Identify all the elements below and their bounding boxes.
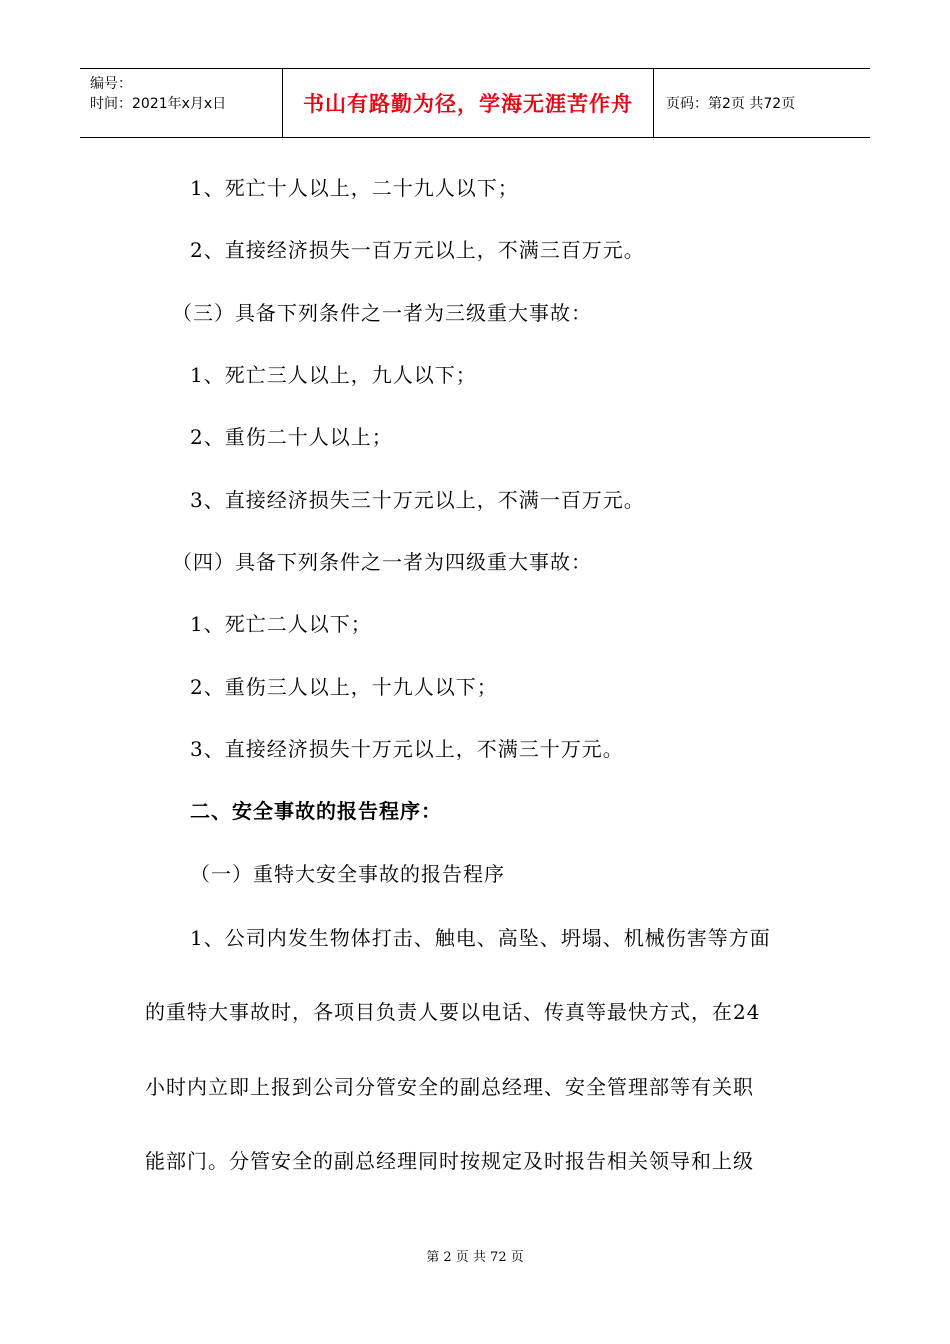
page-footer: 第 2 页 共 72 页	[426, 1250, 524, 1265]
paragraph-line: 1、公司内发生物体打击、触电、高坠、坍塌、机械伤害等方面	[190, 926, 771, 950]
body-line: 3、直接经济损失十万元以上，不满三十万元。	[190, 737, 624, 761]
body-line: 1、死亡十人以上，二十九人以下；	[190, 176, 519, 200]
header-motto-cell	[283, 69, 654, 137]
body-line: 2、重伤二十人以上；	[190, 425, 393, 449]
paragraph-line: 能部门。分管安全的副总经理同时按规定及时报告相关领导和上级	[145, 1149, 754, 1173]
paragraph-line: 的重特大事故时，各项目负责人要以电话、传真等最快方式，在24	[145, 1000, 761, 1024]
document-time-label: 时间：2021年x月x日	[90, 96, 227, 112]
section-heading: （四）具备下列条件之一者为四级重大事故：	[172, 550, 592, 574]
subsection-heading: （一）重特大安全事故的报告程序	[190, 862, 505, 886]
header-page-info: 页码：第2页 共72页	[666, 96, 796, 112]
header-meta-cell	[80, 69, 283, 137]
page-header	[80, 68, 870, 138]
chapter-heading: 二、安全事故的报告程序：	[190, 799, 442, 823]
paragraph-line: 小时内立即上报到公司分管安全的副总经理、安全管理部等有关职	[145, 1075, 754, 1099]
body-line: 3、直接经济损失三十万元以上，不满一百万元。	[190, 488, 645, 512]
document-code-label: 编号：	[90, 76, 132, 92]
body-line: 1、死亡三人以上，九人以下；	[190, 363, 477, 387]
header-page-cell	[654, 69, 870, 137]
body-line: 2、直接经济损失一百万元以上，不满三百万元。	[190, 238, 645, 262]
header-motto: 书山有路勤为径，学海无涯苦作舟	[303, 92, 633, 116]
body-line: 2、重伤三人以上，十九人以下；	[190, 675, 498, 699]
section-heading: （三）具备下列条件之一者为三级重大事故：	[172, 301, 592, 325]
body-line: 1、死亡二人以下；	[190, 612, 372, 636]
